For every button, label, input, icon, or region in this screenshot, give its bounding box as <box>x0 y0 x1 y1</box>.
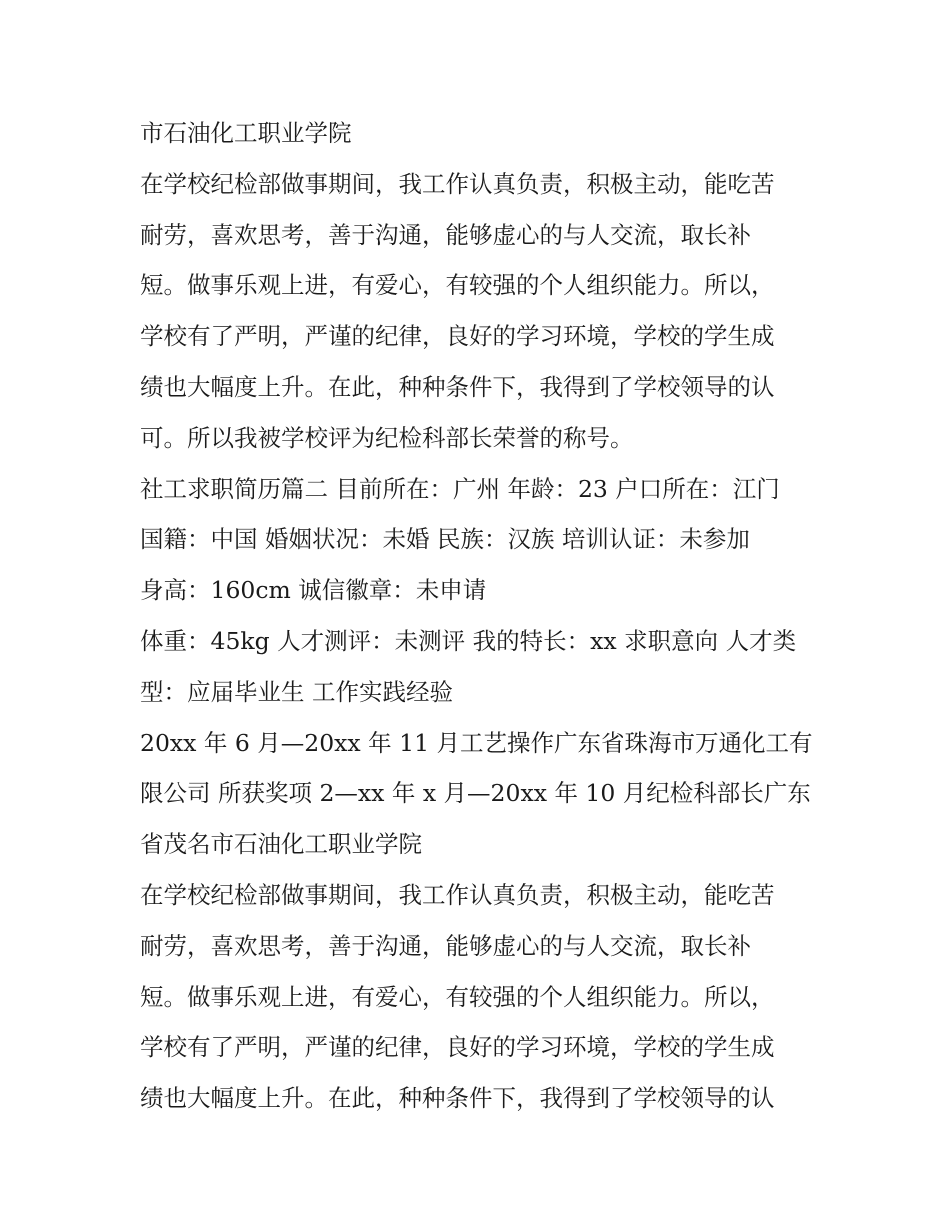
paragraph-personal-info <box>140 464 820 616</box>
text-line: 市石油化工职业学院 <box>140 119 352 147</box>
paragraph-school-name <box>140 108 820 159</box>
text-line: 学校有了严明，严谨的纪律，良好的学习环境，学校的学生成 <box>140 322 775 351</box>
text-line: 身高：160cm 诚信徽章：未申请 <box>140 576 487 605</box>
text-line: 限公司 所获奖项 2—xx 年 x 月—20xx 年 10 月纪检科部长广东 <box>140 779 811 808</box>
text-line: 在学校纪检部做事期间，我工作认真负责，积极主动，能吃苦 <box>140 880 775 909</box>
text-line: 短。做事乐观上进，有爱心，有较强的个人组织能力。所以， <box>140 271 775 300</box>
text-line: 体重：45kg 人才测评：未测评 我的特长：xx 求职意向 人才类 <box>140 626 797 655</box>
text-line: 在学校纪检部做事期间，我工作认真负责，积极主动，能吃苦 <box>140 169 775 198</box>
text-line: 短。做事乐观上进，有爱心，有较强的个人组织能力。所以， <box>140 982 775 1011</box>
paragraph-work-description <box>140 159 820 464</box>
paragraph-profile-details <box>140 616 820 718</box>
text-line: 社工求职简历篇二 目前所在：广州 年龄：23 户口所在：江门 <box>140 474 780 503</box>
paragraph-experience <box>140 718 820 870</box>
document-body <box>140 108 820 1124</box>
text-line: 绩也大幅度上升。在此，种种条件下，我得到了学校领导的认 <box>140 372 775 401</box>
text-line: 可。所以我被学校评为纪检科部长荣誉的称号。 <box>140 423 634 452</box>
text-line: 型：应届毕业生 工作实践经验 <box>140 677 453 706</box>
text-line: 学校有了严明，严谨的纪律，良好的学习环境，学校的学生成 <box>140 1033 775 1062</box>
text-line: 省茂名市石油化工职业学院 <box>140 830 422 859</box>
text-line: 国籍：中国 婚姻状况：未婚 民族：汉族 培训认证：未参加 <box>140 525 750 554</box>
text-line: 20xx 年 6 月—20xx 年 11 月工艺操作广东省珠海市万通化工有 <box>140 728 813 757</box>
text-line: 绩也大幅度上升。在此，种种条件下，我得到了学校领导的认 <box>140 1084 775 1113</box>
text-line: 耐劳，喜欢思考，善于沟通，能够虚心的与人交流，取长补 <box>140 931 751 960</box>
text-line: 耐劳，喜欢思考，善于沟通，能够虚心的与人交流，取长补 <box>140 220 751 249</box>
paragraph-work-description-repeat <box>140 870 820 1124</box>
